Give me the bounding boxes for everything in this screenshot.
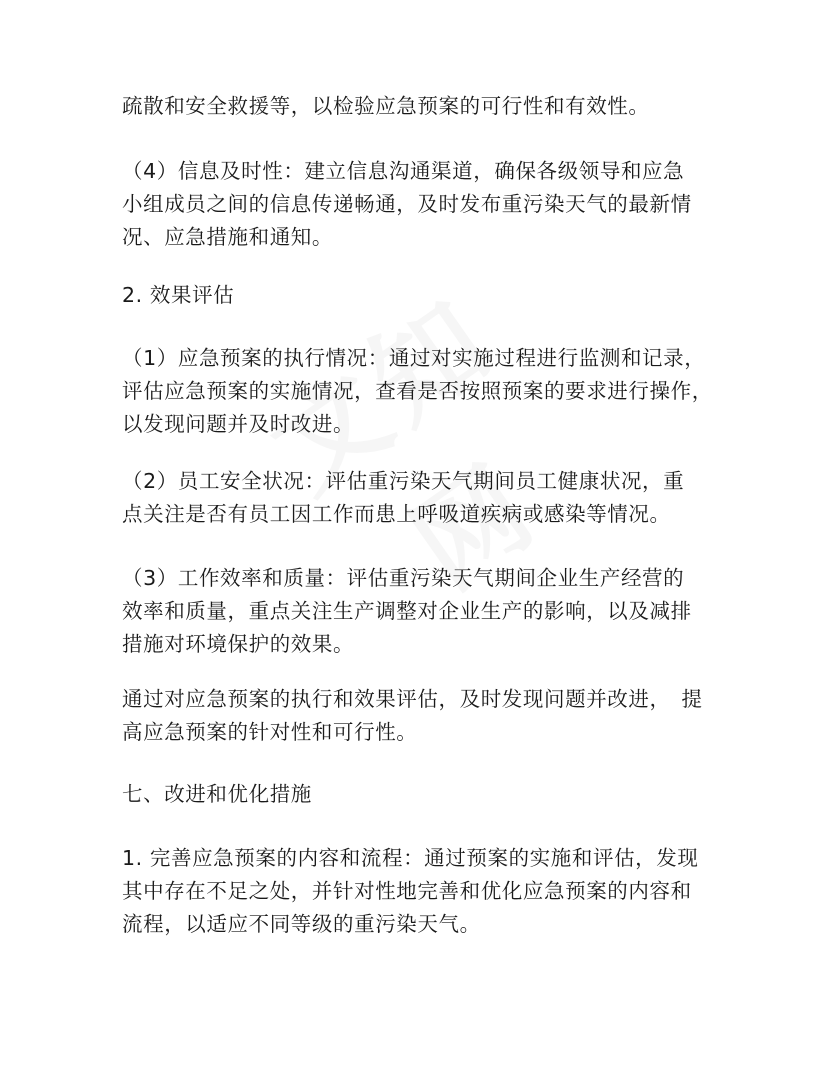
text-line: （1）应急预案的执行情况：通过对实施过程进行监测和记录， [122,346,706,370]
text-line: 流程，以适应不同等级的重污染天气。 [122,912,481,936]
text-line: 措施对环境保护的效果。 [122,632,355,656]
paragraph-improve-plan-content [122,842,718,941]
paragraph-work-efficiency [122,562,718,661]
text-line: 高应急预案的针对性和可行性。 [122,720,418,744]
paragraph-employee-safety [122,465,718,531]
text-line: 2. 效果评估 [122,283,235,307]
text-line: （3）工作效率和质量：评估重污染天气期间企业生产经营的 [122,566,685,590]
text-line: 其中存在不足之处，并针对性地完善和优化应急预案的内容和 [122,879,692,903]
text-line: （2）员工安全状况：评估重污染天气期间员工健康状况，重 [122,469,685,493]
paragraph-plan-execution [122,342,718,441]
text-line: 疏散和安全救援等，以检验应急预案的可行性和有效性。 [122,94,650,118]
text-line: 以发现问题并及时改进。 [122,412,355,436]
text-line: 1. 完善应急预案的内容和流程：通过预案的实施和评估，发现 [122,846,699,870]
text-line: 七、改进和优化措施 [122,782,312,806]
paragraph-information-timeliness [122,155,718,254]
text-line: 小组成员之间的信息传递畅通，及时发布重污染天气的最新情 [122,192,692,216]
section-heading-effect-evaluation [122,279,718,312]
text-line: 况、应急措施和通知。 [122,225,333,249]
text-line: 评估应急预案的实施情况，查看是否按照预案的要求进行操作， [122,379,713,403]
paragraph-evacuation-drill [122,90,718,123]
text-line: 效率和质量，重点关注生产调整对企业生产的影响，以及减排 [122,599,692,623]
text-line: 点关注是否有员工因工作而患上呼吸道疾病或感染等情况。 [122,502,671,526]
text-line: 通过对应急预案的执行和效果评估，及时发现问题并改进， 提 [122,687,703,711]
section-heading-improvement-measures [122,778,718,811]
paragraph-evaluation-summary [122,683,718,749]
text-line: （4）信息及时性：建立信息沟通渠道，确保各级领导和应急 [122,159,685,183]
